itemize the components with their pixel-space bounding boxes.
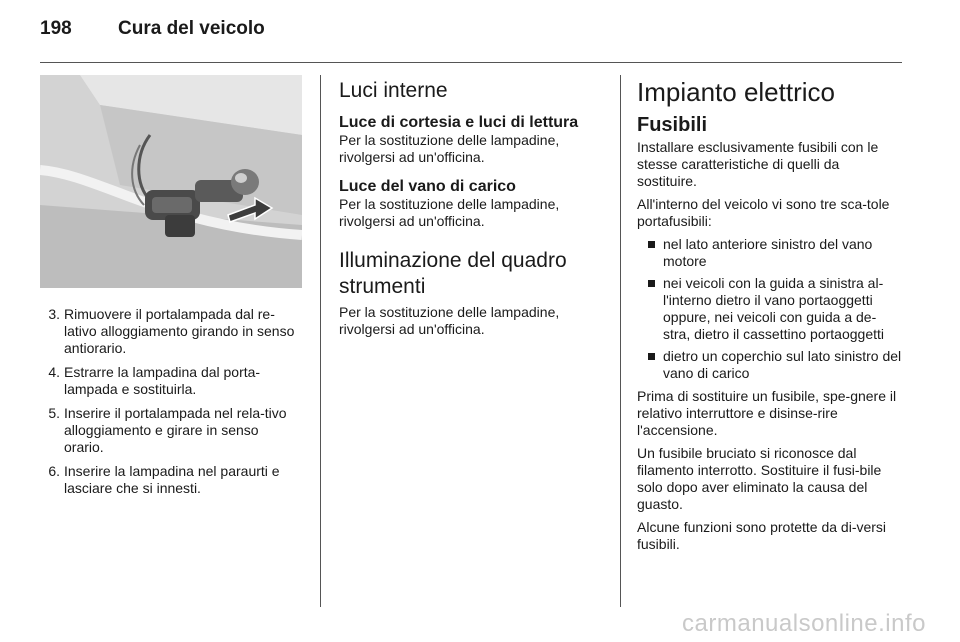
subsection-title: Illuminazione del quadro strumenti [339, 249, 567, 298]
subsection-title: Luce di cortesia e luci di lettura [339, 114, 579, 131]
bullet-square-icon [648, 280, 655, 287]
column-divider [620, 75, 621, 607]
instruction-steps [40, 306, 302, 497]
watermark: carmanualsonline.info [682, 610, 926, 637]
column-2 [339, 75, 601, 349]
column-3 [637, 75, 903, 559]
paragraph: Prima di sostituire un fusibile, spe-gnere il relativo interruttore e disinse-rire l'accensione. [637, 388, 897, 438]
list-item: nel lato anteriore sinistro del vano motore [637, 236, 903, 270]
list-item: nei veicoli con la guida a sinistra al-l'interno dietro il vano portaoggetti oppure, nei veicoli con guida a de-stra, dietro il cassettino portaoggetti [637, 275, 903, 343]
bullet-square-icon [648, 353, 655, 360]
subsection-title-fusibili: Fusibili [637, 114, 707, 136]
paragraph: Un fusibile bruciato si riconosce dal filamento interrotto. Sostituire il fusi-bile solo dopo aver eliminato la causa del guasto. [637, 445, 882, 512]
paragraph: Installare esclusivamente fusibili con le stesse caratteristiche di quelli da sostituire. [637, 139, 879, 189]
column-divider [320, 75, 321, 607]
bulb-holder-illustration [40, 75, 302, 288]
paragraph: Per la sostituzione delle lampadine, rivolgersi ad un'officina. [339, 304, 560, 337]
list-item: 6. Inserire la lampadina nel paraurti e lasciare che si innesti. [48, 463, 280, 496]
paragraph: Alcune funzioni sono protette da di-versi fusibili. [637, 519, 887, 552]
paragraph: All'interno del veicolo vi sono tre sca-tole portafusibili: [637, 196, 890, 229]
column-1 [40, 75, 302, 504]
page-number: 198 [40, 18, 72, 39]
paragraph: Per la sostituzione delle lampadine, rivolgersi ad un'officina. [339, 196, 560, 229]
page-title: Cura del veicolo [118, 18, 265, 39]
section-title-impianto-elettrico: Impianto elettrico [637, 77, 835, 107]
section-title-luci-interne: Luci interne [339, 79, 448, 102]
header-rule [40, 62, 902, 63]
list-item: 3. Rimuovere il portalampada dal re-lativo alloggiamento girando in senso antiorario. [48, 306, 295, 356]
page-header [40, 18, 265, 48]
list-item: 4. Estrarre la lampadina dal porta-lampada e sostituirla. [48, 364, 261, 397]
fuse-box-locations [637, 236, 903, 382]
paragraph: Per la sostituzione delle lampadine, rivolgersi ad un'officina. [339, 132, 560, 165]
subsection-title: Luce del vano di carico [339, 178, 516, 195]
bullet-square-icon [648, 241, 655, 248]
list-item: dietro un coperchio sul lato sinistro del vano di carico [637, 348, 903, 382]
list-item: 5. Inserire il portalampada nel rela-tivo alloggiamento e girare in senso orario. [48, 405, 287, 455]
